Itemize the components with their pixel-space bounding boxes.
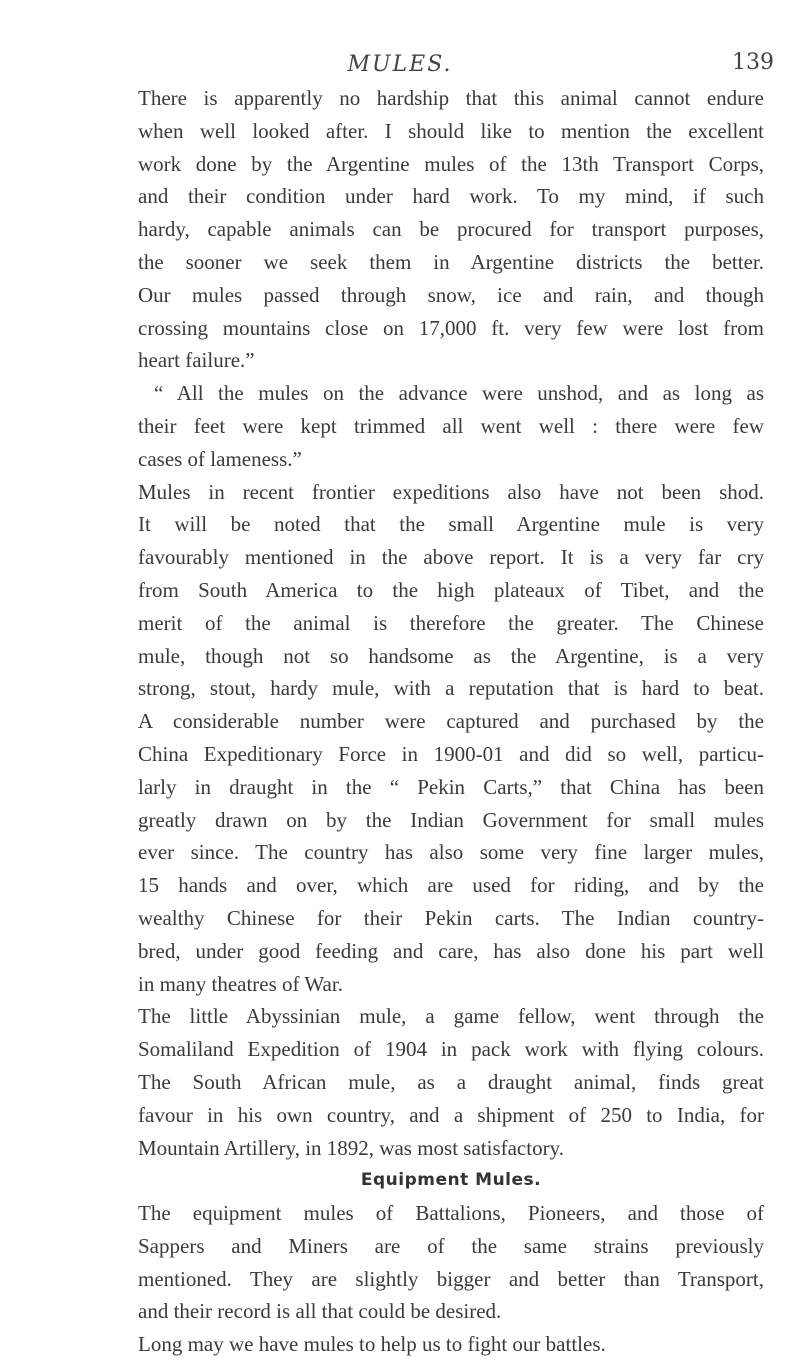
text-line: wealthy Chinese for their Pekin carts. The Indian country- [138, 905, 764, 930]
text-line: favourably mentioned in the above report. It is a very far cry [138, 545, 764, 570]
text-line: Our mules passed through snow, ice and rain, and though [138, 282, 764, 307]
text-line: There is apparently no hardship that this animal cannot endure [138, 86, 764, 110]
text-line: strong, stout, hardy mule, with a reputation that is hard to beat. [138, 676, 764, 701]
text-line: heart failure.” [138, 348, 255, 373]
section-heading: Equipment Mules. [360, 1170, 542, 1191]
text-line: The South African mule, as a draught animal, finds great [138, 1069, 764, 1094]
text-line: Long may we have mules to help us to fight our battles. [138, 1332, 606, 1357]
page-number: 139 [732, 50, 774, 75]
text-line: in many theatres of War. [138, 971, 343, 996]
text-line: crossing mountains close on 17,000 ft. very few were lost from [138, 315, 764, 340]
text-line: hardy, capable animals can be procured for transport purposes, [138, 217, 764, 242]
text-line: ever since. The country has also some very fine larger mules, [138, 840, 764, 865]
text-line: It will be noted that the small Argentine mule is very [138, 512, 764, 537]
text-line: A considerable number were captured and purchased by the [138, 709, 764, 734]
text-line: greatly drawn on by the Indian Government for small mules [138, 807, 764, 832]
text-line: their feet were kept trimmed all went well : there were few [138, 413, 764, 438]
text-line: from South America to the high plateaux of Tibet, and the [138, 577, 764, 602]
text-line: the sooner we seek them in Argentine districts the better. [138, 249, 764, 274]
text-line: Somaliland Expedition of 1904 in pack work with flying colours. [138, 1037, 764, 1062]
text-line: Sappers and Miners are of the same strains previously [138, 1233, 764, 1258]
running-title: MULES. [347, 52, 453, 77]
text-line: Mountain Artillery, in 1892, was most satisfactory. [138, 1135, 564, 1160]
text-line: Mules in recent frontier expeditions also have not been shod. [138, 479, 764, 504]
text-line: mentioned. They are slightly bigger and better than Transport, [138, 1266, 764, 1291]
text-line: merit of the animal is therefore the greater. The Chinese [138, 610, 764, 635]
text-line: China Expeditionary Force in 1900-01 and did so well, particu- [138, 741, 764, 766]
text-line: bred, under good feeding and care, has also done his part well [138, 938, 764, 963]
text-line: mule, though not so handsome as the Argentine, is a very [138, 643, 764, 668]
text-line: 15 hands and over, which are used for riding, and by the [138, 873, 764, 898]
text-line: favour in his own country, and a shipment of 250 to India, for [138, 1102, 764, 1127]
text-line: when well looked after. I should like to mention the excellent [138, 118, 764, 143]
text-line: larly in draught in the “ Pekin Carts,” that China has been [138, 774, 764, 799]
text-line: The little Abyssinian mule, a game fellow, went through the [138, 1004, 764, 1029]
text-line: “ All the mules on the advance were unshod, and as long as [154, 381, 764, 406]
text-line: The equipment mules of Battalions, Pioneers, and those of [138, 1201, 764, 1226]
text-line: work done by the Argentine mules of the 13th Transport Corps, [138, 151, 764, 176]
text-line: cases of lameness.” [138, 446, 302, 471]
text-line: and their condition under hard work. To my mind, if such [138, 184, 764, 209]
text-line: and their record is all that could be desired. [138, 1299, 502, 1324]
body-text [138, 82, 764, 1361]
